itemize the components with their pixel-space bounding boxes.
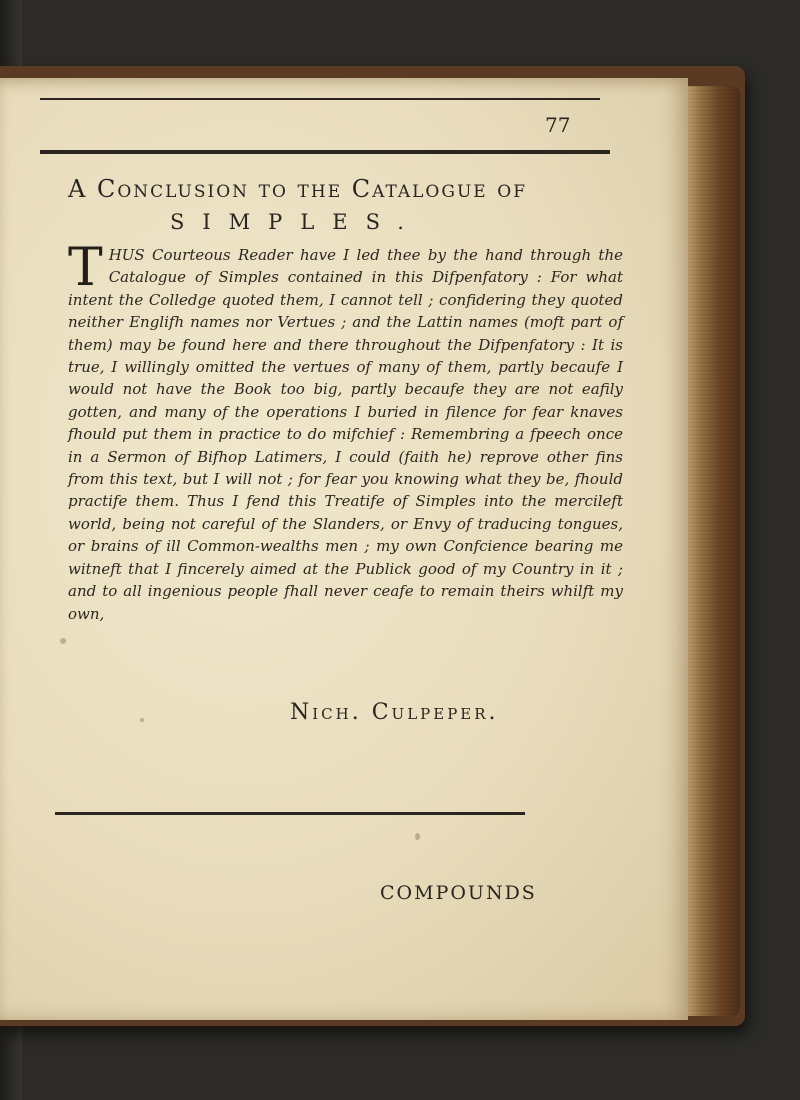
foxing-spot	[415, 833, 420, 840]
page-number: 77	[545, 113, 571, 137]
next-section-heading: COMPOUNDS	[380, 882, 537, 904]
drop-cap: T	[68, 238, 103, 298]
foxing-spot	[140, 718, 144, 722]
foxing-spot	[60, 638, 66, 644]
section-divider	[55, 812, 525, 815]
top-rule	[40, 98, 600, 100]
author-signature: Nich. Culpeper.	[290, 700, 499, 725]
page-edges	[688, 86, 740, 1016]
section-heading-simples: SIMPLES.	[170, 210, 422, 234]
section-heading: A Conclusion to the Catalogue of	[68, 175, 528, 203]
body-text: HUS Courteous Reader have I led thee by the hand through the Catalogue of Simples contained in this Difpenfatory : For what intent the Colledge quoted them, I cannot tell ; confidering they quoted neither Englifh names nor Vertues ; and the Lattin names (moft part of them) may be found here and there throughout the Difpenfatory : It is true, I willingly omitted the vertues of many of them, partly becaufe I would not have the Book too big, partly becaufe they are not eafily gotten, and many of the operations I buried in filence for fear knaves fhould put them in practice to do mifchief : Remembring a fpeech once in a Sermon of Bifhop Latimers, I could (faith he) reprove other fins from this text, but I will not ; for fear you knowing what they be, fhould practife them. Thus I fend this Treatife of Simples into the mercileft world, being not careful of the Slanders, or Envy of traducing tongues, or brains of ill Common-wealths men ; my own Confcience bearing me witneft that I fincerely aimed at the Publick good of my Country in it ; and to all ingenious people fhall never ceafe to remain theirs whilft my own,	[68, 246, 623, 623]
header-rule	[40, 150, 610, 154]
body-paragraph	[68, 238, 623, 625]
